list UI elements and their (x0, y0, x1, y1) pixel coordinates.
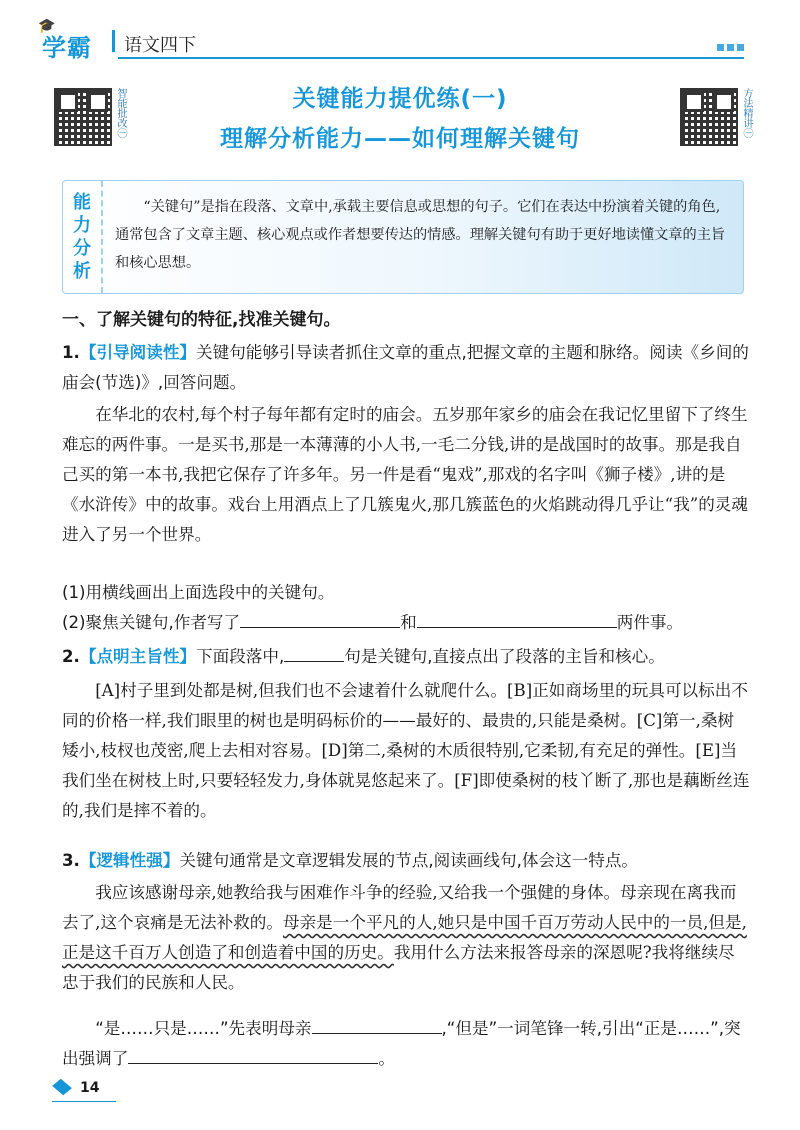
question-2: 2.【点明主旨性】下面段落中, 句是关键句,直接点出了段落的主旨和核心。 (62, 642, 750, 672)
qr-left-caption: 智能批改㊀ (115, 88, 126, 138)
footer-rule (52, 1101, 116, 1102)
answer-blank[interactable] (417, 609, 617, 628)
page-subtitle: 理解分析能力——如何理解关键句 (220, 126, 580, 152)
ability-divider (101, 181, 103, 293)
brand-logo-text: 学霸 (42, 34, 92, 62)
pen-icon (52, 1079, 72, 1095)
question-1 (62, 338, 750, 398)
question-tag: 【逻辑性强】 (79, 851, 180, 870)
brand-logo (38, 18, 92, 63)
answer-blank[interactable] (284, 643, 344, 662)
header-subject: 语文四下 (124, 35, 196, 56)
header-separator (112, 30, 115, 52)
ability-text: “关键句”是指在段落、文章中,承载主要信息或思想的句子。它们在表达中扮演着关键的角色,通常包含了文章主题、核心观点或作者想要传达的情感。理解关键句有助于更好地读懂文章的主旨和核心思想。 (115, 199, 726, 271)
page-number: 14 (80, 1080, 100, 1096)
question-tag: 【引导阅读性】 (79, 343, 197, 362)
answer-blank[interactable] (240, 609, 400, 628)
ability-analysis-box (62, 180, 744, 294)
ability-label: 能 力 分 析 (73, 192, 91, 282)
question-stem: 关键句能够引导读者抓住文章的重点,把握文章的主题和脉络。阅读《乡间的庙会(节选)》,回答问题。 (62, 343, 749, 392)
question-3-answer: “是……只是……”先表明母亲 ,“但是”一词笔锋一转,引出“正是……”,突出强调了 。 (62, 1014, 750, 1074)
question-number: 1. (62, 343, 80, 362)
page-title: 关键能力提优练(一) (292, 86, 508, 112)
sub-question-1: (1)用横线画出上面选段中的关键句。 (62, 583, 335, 602)
passage-1: 在华北的农村,每个村子每年都有定时的庙会。五岁那年家乡的庙会在我记忆里留下了终生难忘的两件事。一是买书,那是一本薄薄的小人书,一毛二分钱,讲的是战国时的故事。那是我自己买的第一本书,我把它保存了许多年。另一件是看“鬼戏”,那戏的名字叫《狮子楼》,讲的是《水浒传》中的故事。戏台上用酒点上了几簇鬼火,那几簇蓝色的火焰跳动得几乎让“我”的灵魂进入了另一个世界。 (62, 405, 748, 544)
section-heading: 一、了解关键句的特征,找准关键句。 (62, 310, 341, 330)
question-number: 3. (62, 851, 80, 870)
question-stem: 关键句通常是文章逻辑发展的节点,阅读画线句,体会这一特点。 (179, 851, 639, 870)
header-decor-blocks (717, 44, 744, 51)
underlined-key-sentence: 母亲是一个平凡的人,她只是中国千百万劳动人民中的一员,但是,正是这千百万人创造了和创造着中国的历史。 (62, 913, 747, 962)
question-number: 2. (62, 647, 80, 666)
graduation-cap-icon: 🎓 (38, 18, 57, 34)
answer-blank[interactable] (128, 1045, 378, 1064)
passage-2: [A]村子里到处都是树,但我们也不会逮着什么就爬什么。[B]正如商场里的玩具可以标出不同的价格一样,我们眼里的树也是明码标价的——最好的、最贵的,只能是桑树。[C]第一,桑树矮小,枝杈也茂密,爬上去相对容易。[D]第二,桑树的木质很特别,它柔韧,有充足的弹性。[E]当我们坐在树枝上时,只要轻轻发力,身体就晃悠起来了。[F]即使桑树的枝丫断了,那也是藕断丝连的,我们是摔不着的。 (62, 681, 750, 820)
qr-right-caption: 方法精讲㊀ (741, 88, 752, 138)
question-3 (62, 846, 750, 876)
sub-question-2: (2)聚焦关键句,作者写了 和 两件事。 (62, 608, 750, 638)
answer-blank[interactable] (312, 1015, 442, 1034)
header-rule (118, 57, 744, 59)
passage-3: 我应该感谢母亲,她教给我与困难作斗争的经验,又给我一个强健的身体。母亲现在离我而去了,这个哀痛是无法补救的。母亲是一个平凡的人,她只是中国千百万劳动人民中的一员,但是,正是这千百万人创造了和创造着中国的历史。我用什么方法来报答母亲的深恩呢?我将继续尽忠于我们的民族和人民。 (62, 883, 747, 992)
question-tag: 【点明主旨性】 (79, 647, 197, 666)
